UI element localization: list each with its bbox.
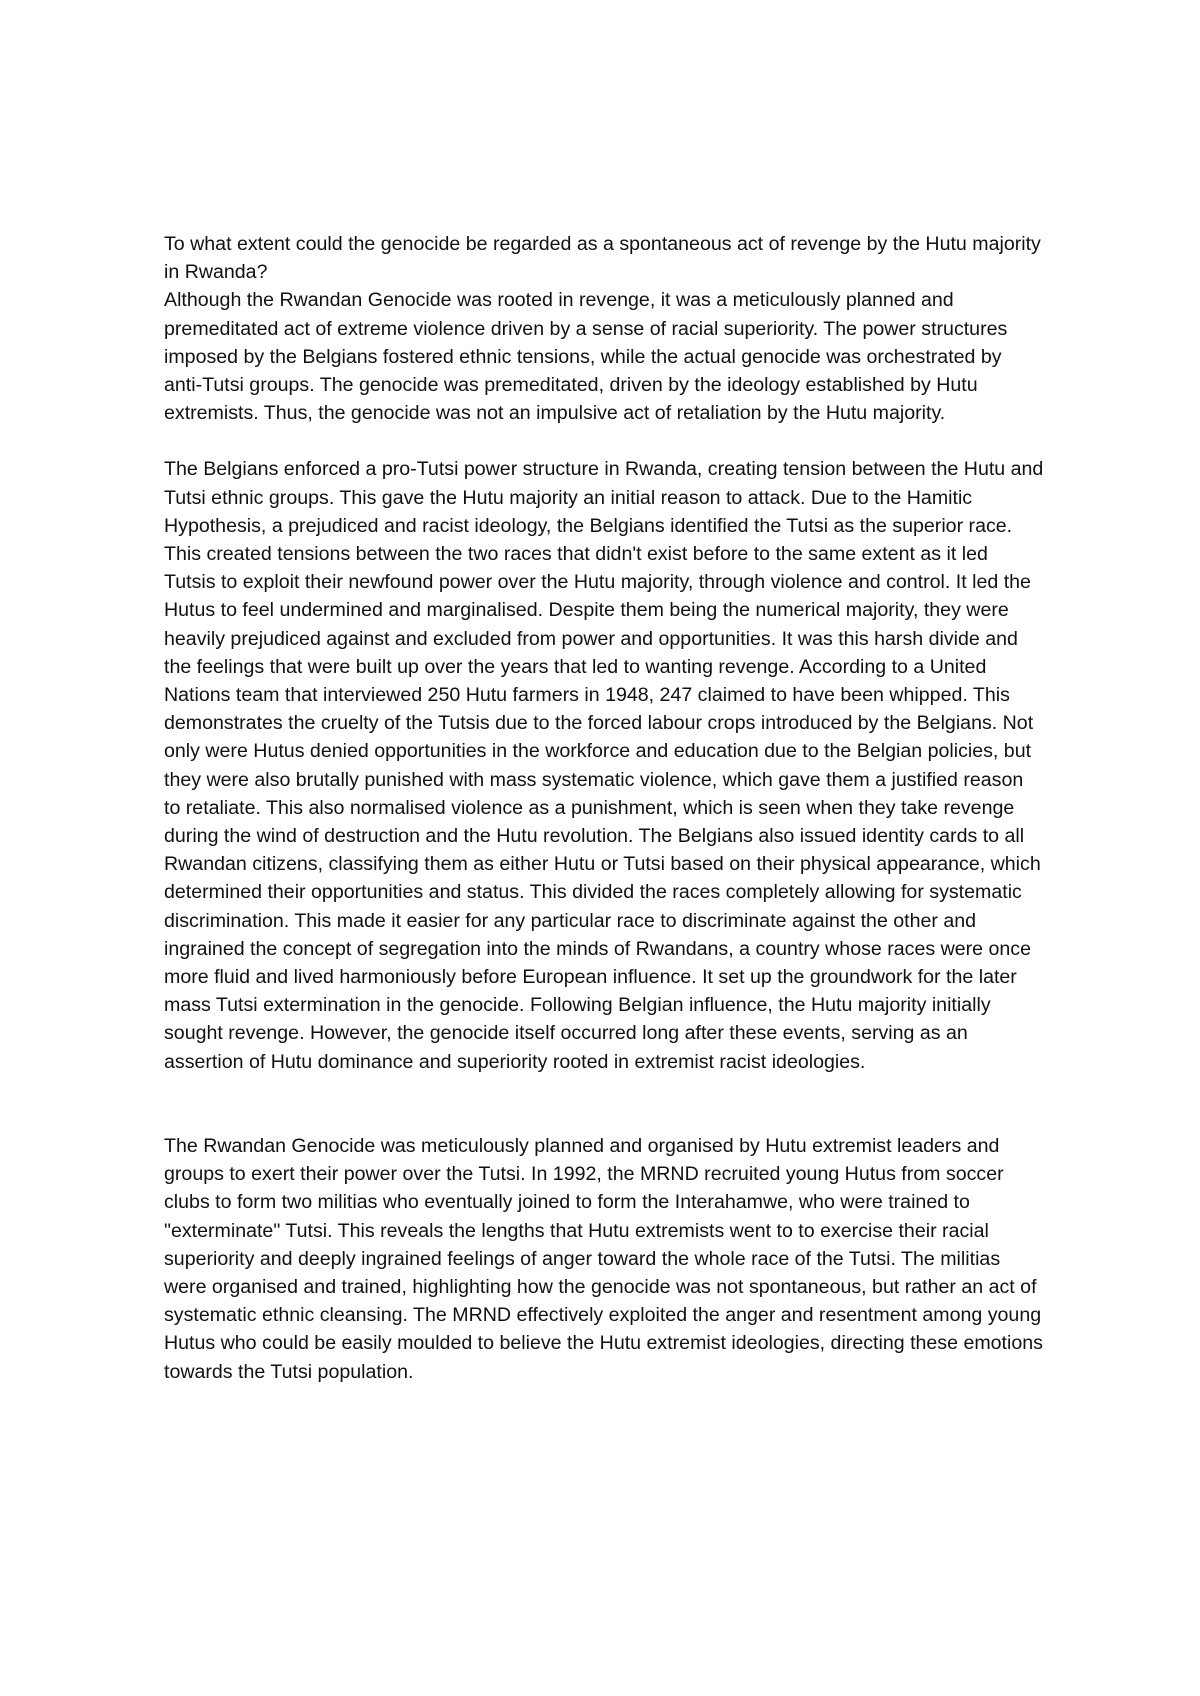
paragraph-planned-genocide: The Rwandan Genocide was meticulously planned and organised by Hutu extremist leaders and groups to exert their power over the Tutsi. In 1992, the MRND recruited young Hutus from soccer clubs to form two militias who eventually joined to form the Interahamwe, who were trained to "exterminate" Tutsi. This reveals the lengths that Hutu extremists went to to exercise their racial superiority and deeply ingrained feelings of anger toward the whole race of the Tutsi. The militias were organised and trained, highlighting how the genocide was not spontaneous, but rather an act of systematic ethnic cleansing. The MRND effectively exploited the anger and resentment among young Hutus who could be easily moulded to believe the Hutu extremist ideologies, directing these emotions towards the Tutsi population.: [164, 1134, 1043, 1383]
document-body: [164, 230, 1044, 1386]
essay-question: To what extent could the genocide be regarded as a spontaneous act of revenge by the Hutu majority in Rwanda?: [164, 233, 1041, 284]
paragraph-introduction: Although the Rwandan Genocide was rooted in revenge, it was a meticulously planned and premeditated act of extreme violence driven by a sense of racial superiority. The power structures imposed by the Belgians fostered ethnic tensions, while the actual genocide was orchestrated by anti-Tutsi groups. The genocide was premeditated, driven by the ideology established by Hutu extremists. Thus, the genocide was not an impulsive act of retaliation by the Hutu majority.: [164, 289, 1008, 425]
paragraph-belgian-influence: The Belgians enforced a pro-Tutsi power structure in Rwanda, creating tension between the Hutu and Tutsi ethnic groups. This gave the Hutu majority an initial reason to attack. Due to the Hamitic Hypothesis, a prejudiced and racist ideology, the Belgians identified the Tutsi as the superior race. This created tensions between the two races that didn't exist before to the same extent as it led Tutsis to exploit their newfound power over the Hutu majority, through violence and control. It led the Hutus to feel undermined and marginalised. Despite them being the numerical majority, they were heavily prejudiced against and excluded from power and opportunities. It was this harsh divide and the feelings that were built up over the years that led to wanting revenge. According to a United Nations team that interviewed 250 Hutu farmers in 1948, 247 claimed to have been whipped. This demonstrates the cruelty of the Tutsis due to the forced labour crops introduced by the Belgians. Not only were Hutus denied opportunities in the workforce and education due to the Belgian policies, but they were also brutally punished with mass systematic violence, which gave them a justified reason to retaliate. This also normalised violence as a punishment, which is seen when they take revenge during the wind of destruction and the Hutu revolution. The Belgians also issued identity cards to all Rwandan citizens, classifying them as either Hutu or Tutsi based on their physical appearance, which determined their opportunities and status. This divided the races completely allowing for systematic discrimination. This made it easier for any particular race to discriminate against the other and ingrained the concept of segregation into the minds of Rwandans, a country whose races were once more fluid and lived harmoniously before European influence. It set up the groundwork for the later mass Tutsi extermination in the genocide. Following Belgian influence, the Hutu majority initially sought revenge. However, the genocide itself occurred long after these events, serving as an assertion of Hutu dominance and superiority rooted in extremist racist ideologies.: [164, 458, 1044, 1073]
